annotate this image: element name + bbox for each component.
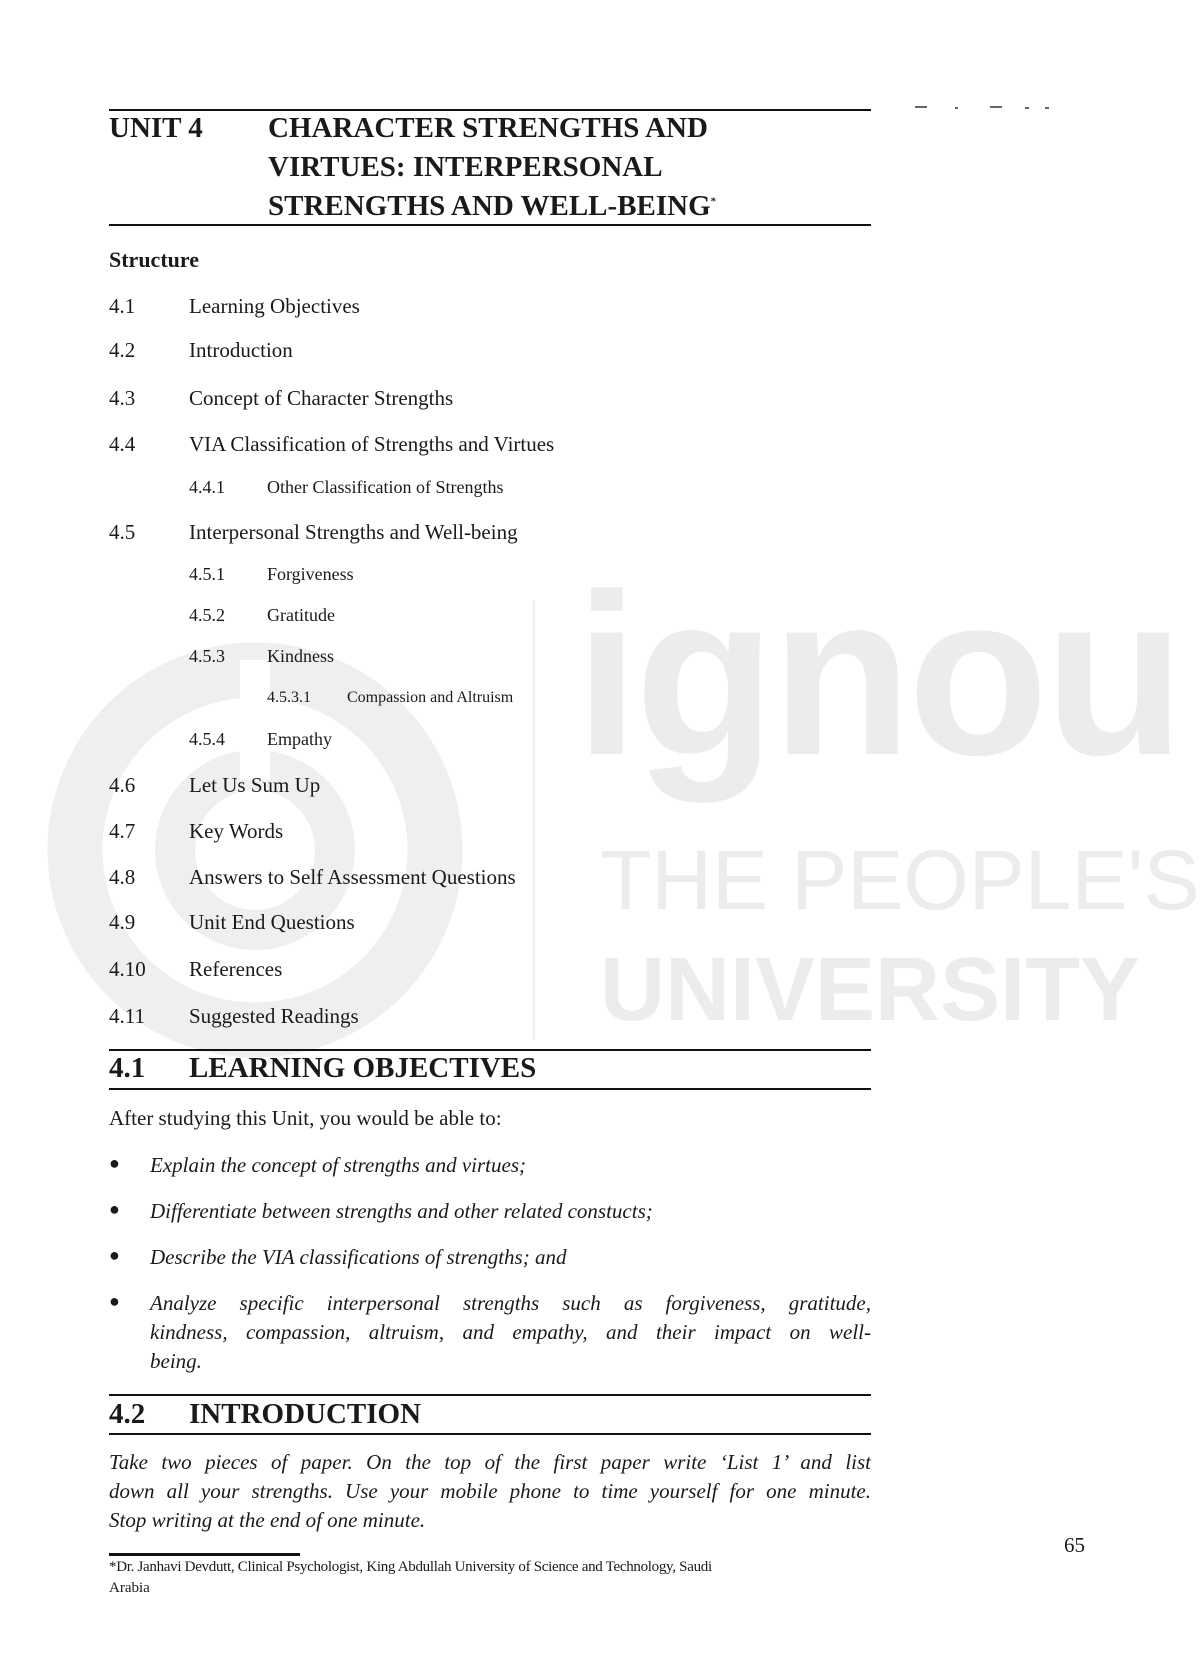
toc-item-number: 4.1: [109, 294, 136, 318]
section-rule: [109, 1088, 871, 1090]
objective-text: Explain the concept of strengths and virtues;: [150, 1153, 526, 1177]
objective-text: kindness, compassion, altruism, and empathy, and their impact on well-: [150, 1320, 871, 1344]
section-rule: [109, 1394, 871, 1396]
toc-item-number: 4.5.1: [189, 564, 225, 584]
toc-item-label: Answers to Self Assessment Questions: [189, 865, 516, 889]
footnote-line: *Dr. Janhavi Devdutt, Clinical Psychologist, King Abdullah University of Science and Technology, Saudi: [109, 1559, 712, 1575]
watermark-line2: UNIVERSITY: [600, 940, 1141, 1040]
section-number: 4.2: [109, 1398, 146, 1430]
toc-item-number: 4.9: [109, 910, 136, 934]
section-heading: LEARNING OBJECTIVES: [189, 1052, 537, 1084]
title-bottom-rule: [109, 224, 871, 226]
intro-line: down all your strengths. Use your mobile phone to time yourself for one minute.: [109, 1479, 871, 1503]
footnote-rule: [109, 1553, 300, 1556]
toc-item-number: 4.5.3: [189, 646, 225, 666]
title-top-rule: [109, 109, 871, 111]
page-number: 65: [1064, 1533, 1085, 1557]
toc-item-label: Interpersonal Strengths and Well-being: [189, 520, 518, 544]
bullet-icon: ●: [109, 1199, 120, 1219]
section-number: 4.1: [109, 1052, 146, 1084]
toc-item-number: 4.5.2: [189, 605, 225, 625]
watermark-divider: [533, 600, 535, 1040]
structure-heading: Structure: [109, 247, 200, 272]
toc-item-label: Key Words: [189, 819, 284, 843]
bullet-icon: ●: [109, 1245, 120, 1265]
toc-item-label: Suggested Readings: [189, 1004, 359, 1028]
toc-item-label: Unit End Questions: [189, 910, 355, 934]
bullet-icon: ●: [109, 1153, 120, 1173]
unit-label: UNIT 4: [109, 112, 203, 144]
toc-item-number: 4.4: [109, 432, 136, 456]
toc-item-number: 4.2: [109, 338, 136, 362]
header-dot: [1045, 107, 1049, 109]
toc-item-number: 4.8: [109, 865, 136, 889]
toc-item-label: Compassion and Altruism: [347, 689, 514, 706]
objective-text: being.: [150, 1349, 202, 1373]
watermark-logo-text: ignou: [575, 546, 1181, 803]
header-dot: [1025, 107, 1029, 109]
toc-item-label: Learning Objectives: [189, 294, 360, 318]
section-rule: [109, 1049, 871, 1051]
section-heading: INTRODUCTION: [189, 1398, 422, 1430]
section-rule: [109, 1433, 871, 1435]
toc-item-label: Other Classification of Strengths: [267, 477, 504, 497]
toc-item-number: 4.5.3.1: [267, 689, 311, 706]
toc-item-number: 4.6: [109, 773, 136, 797]
toc-item-label: Empathy: [267, 729, 332, 749]
toc-item-label: Kindness: [267, 646, 334, 666]
toc-item-label: Introduction: [189, 338, 293, 362]
unit-title-line: STRENGTHS AND WELL-BEING*: [268, 190, 717, 222]
toc-item-number: 4.5.4: [189, 729, 225, 749]
toc-item-number: 4.10: [109, 957, 146, 981]
objective-text: Differentiate between strengths and other related constucts;: [150, 1199, 653, 1223]
objective-text: Describe the VIA classifications of strengths; and: [150, 1245, 567, 1269]
toc-item-number: 4.11: [109, 1004, 145, 1028]
toc-item-label: Forgiveness: [267, 564, 354, 584]
toc-item-number: 4.4.1: [189, 477, 225, 497]
header-dash: [990, 106, 1002, 108]
footnote-line: Arabia: [109, 1580, 150, 1596]
toc-item-label: VIA Classification of Strengths and Virtues: [189, 432, 555, 456]
toc-item-number: 4.7: [109, 819, 136, 843]
toc-item-label: Concept of Character Strengths: [189, 386, 454, 410]
watermark-line1: THE PEOPLE'S: [600, 833, 1200, 927]
toc-item-number: 4.5: [109, 520, 136, 544]
objectives-intro: After studying this Unit, you would be able to:: [109, 1106, 502, 1130]
unit-title-line: VIRTUES: INTERPERSONAL: [268, 151, 663, 183]
unit-title-line: CHARACTER STRENGTHS AND: [268, 112, 708, 144]
header-dot: [955, 107, 958, 109]
toc-item-label: References: [189, 957, 283, 981]
toc-item-label: Let Us Sum Up: [189, 773, 321, 797]
footnote-marker: *: [710, 195, 717, 208]
intro-line: Take two pieces of paper. On the top of the first paper write ‘List 1’ and list: [109, 1450, 871, 1474]
toc-item-number: 4.3: [109, 386, 136, 410]
toc-item-label: Gratitude: [267, 605, 335, 625]
intro-line: Stop writing at the end of one minute.: [109, 1508, 426, 1532]
bullet-icon: ●: [109, 1291, 120, 1311]
header-dash: [915, 106, 927, 108]
objective-text: Analyze specific interpersonal strengths such as forgiveness, gratitude,: [150, 1291, 871, 1315]
